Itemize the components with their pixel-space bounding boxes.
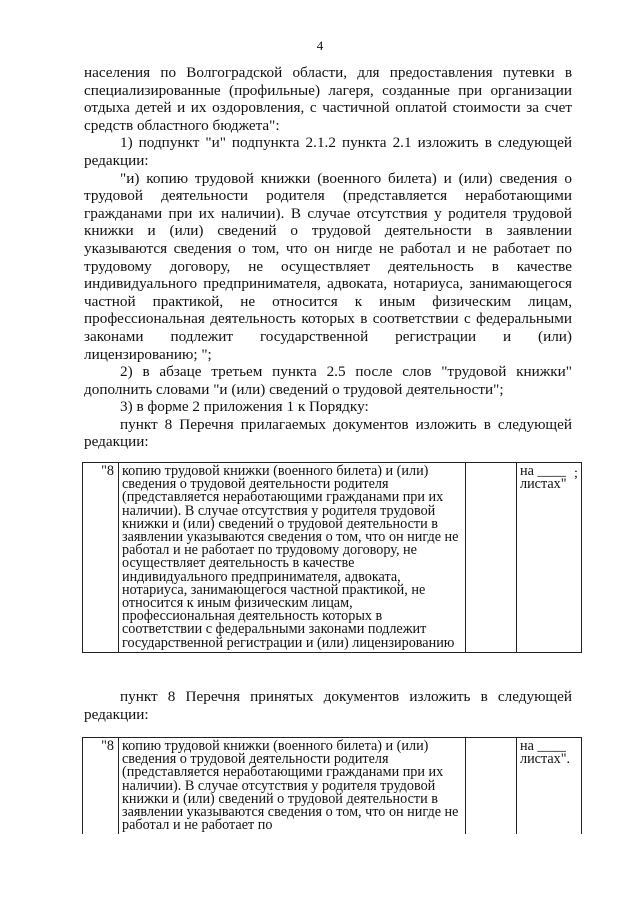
paragraph-quoted-text: "и) копию трудовой книжки (военного билета) и (или) сведения о трудовой деятельности родителя (представляется неработающими гражданами при их наличии). В случае отсутствия у родителя трудовой книжки и (или) сведений о трудовой деятельности в заявлении указываются сведения о том, что он нигде не работал и не работает по трудовому договору, не осуществляет деятельность в качестве индивидуального предпринимателя, адвоката, нотариуса, занимающегося частной практикой, не относится к иным физическим лицам, профессиональная деятельность которых в соответствии с федеральными законами подлежит государственной регистрации и (или) лицензированию; "; — [84, 169, 572, 363]
paragraph-item-2: 2) в абзаце третьем пункта 2.5 после слов "трудовой книжки" дополнить словами "и (или) сведений о трудовой деятельности"; — [84, 363, 572, 398]
row-description: копию трудовой книжки (военного билета) и (или) сведения о трудовой деятельности родителя (представляется неработающими гражданами при их наличии). В случае отсутствия у родителя трудовой книжки и (или) сведений о трудовой деятельности в заявлении указываются сведения о том, что он нигде не работал и не работает по трудовому договору, не осуществляет деятельность в качестве индивидуального предпринимателя, адвоката, нотариуса, занимающегося частной практикой, не относится к иным физическим лицам, профессиональная деятельность которых в соответствии с федеральными законами подлежит государственной регистрации и (или) лицензированию — [119, 463, 466, 653]
row-number: "8 — [83, 463, 119, 653]
row-empty-cell — [466, 463, 517, 653]
paragraph-continuation: населения по Волгоградской области, для предоставления путевки в специализированные (профильные) лагеря, созданные при организации отдыха детей и их оздоровления, с частичной оплатой стоимости за счет средств областного бюджета": — [84, 64, 572, 134]
table-row — [83, 463, 582, 653]
row-empty-cell — [466, 738, 517, 835]
documents-table-attached — [82, 462, 582, 653]
row-sheets: на ____ листах". — [517, 738, 582, 835]
body-text — [84, 64, 572, 451]
row-number: "8 — [83, 738, 119, 835]
paragraph-item-1: 1) подпункт "и" подпункта 2.1.2 пункта 2.1 изложить в следующей редакции: — [84, 134, 572, 169]
table1-trailing-punct: ; — [574, 466, 578, 481]
row-description: копию трудовой книжки (военного билета) и (или) сведения о трудовой деятельности родителя (представляется неработающими гражданами при их наличии). В случае отсутствия у родителя трудовой книжки и (или) сведений о трудовой деятельности в заявлении указываются сведения о том, что он нигде не работал и не работает по — [119, 738, 466, 835]
table-row — [83, 738, 582, 835]
paragraph-point-8-attached: пункт 8 Перечня прилагаемых документов изложить в следующей редакции: — [84, 415, 572, 451]
row-sheets: на ____ листах" — [517, 463, 582, 653]
body-text-2 — [84, 688, 572, 723]
paragraph-point-8-accepted: пункт 8 Перечня принятых документов изложить в следующей редакции: — [84, 688, 572, 723]
documents-table-accepted — [82, 737, 582, 834]
paragraph-item-3: 3) в форме 2 приложения 1 к Порядку: — [120, 398, 369, 416]
page-number: 4 — [316, 38, 324, 53]
